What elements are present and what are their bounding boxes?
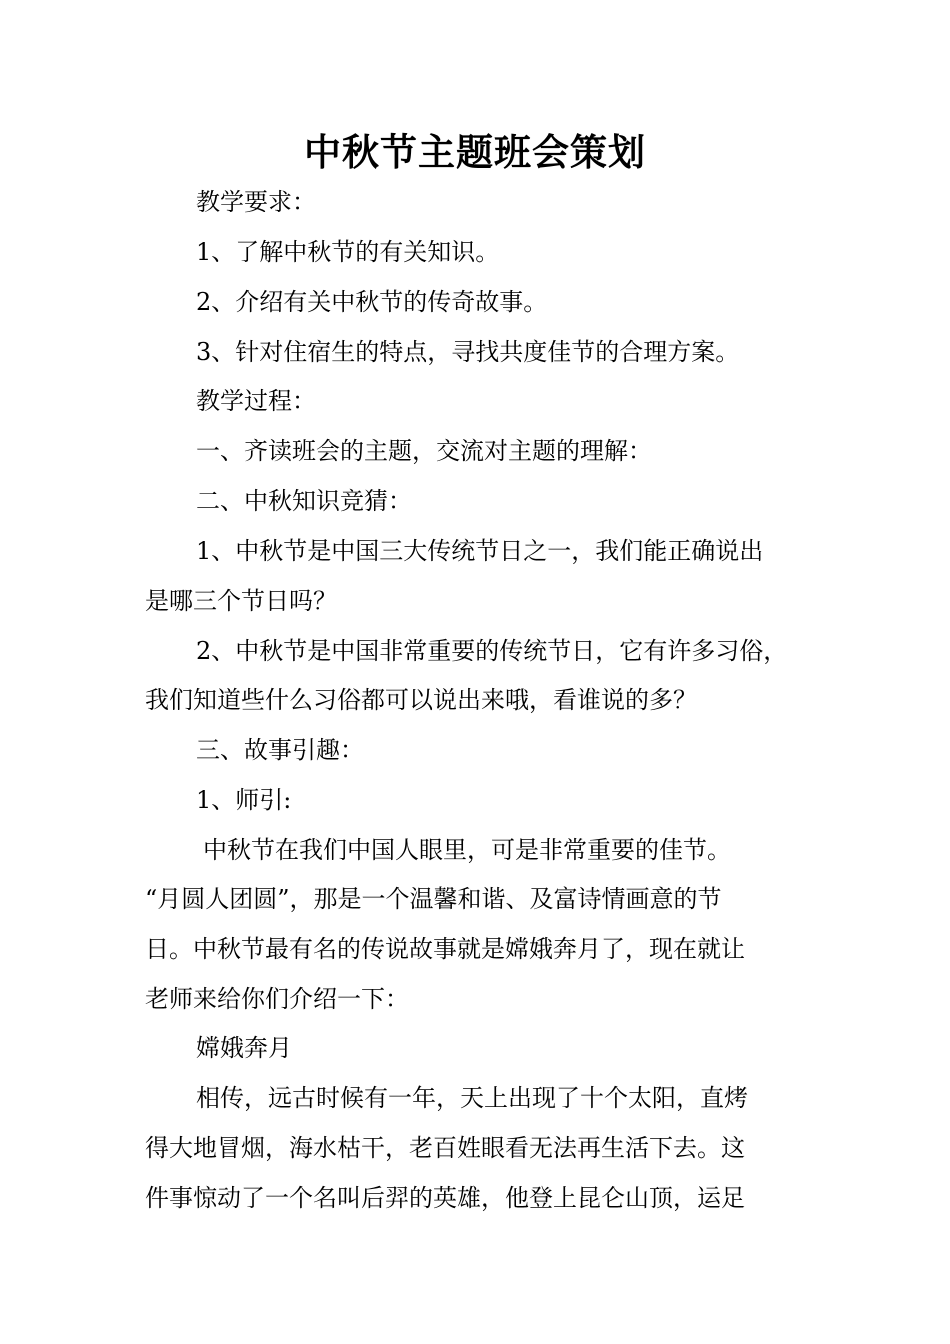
paragraph-line: 三、故事引趣： [196, 736, 364, 764]
paragraph-line: 教学过程： [196, 387, 316, 415]
paragraph-line: 中秋节在我们中国人眼里，可是非常重要的佳节。 [203, 836, 731, 864]
paragraph-line: 3、针对住宿生的特点，寻找共度佳节的合理方案。 [196, 338, 740, 366]
paragraph-line: 老师来给你们介绍一下： [145, 985, 409, 1013]
paragraph-line: 我们知道些什么习俗都可以说出来哦，看谁说的多？ [145, 686, 697, 714]
paragraph-line: 相传，远古时候有一年，天上出现了十个太阳，直烤 [196, 1084, 748, 1112]
paragraph-line: “月圆人团圆”，那是一个温馨和谐、及富诗情画意的节 [145, 885, 722, 913]
paragraph-line: 得大地冒烟，海水枯干，老百姓眼看无法再生活下去。这 [145, 1134, 745, 1162]
paragraph-line: 二、中秋知识竞猜： [196, 487, 412, 515]
paragraph-line: 1、师引: [196, 786, 292, 814]
paragraph-line: 1、了解中秋节的有关知识。 [196, 238, 500, 266]
paragraph-line: 2、中秋节是中国非常重要的传统节日，它有许多习俗， [196, 637, 788, 665]
paragraph-line: 一、齐读班会的主题，交流对主题的理解： [196, 437, 652, 465]
paragraph-line: 是哪三个节日吗？ [145, 587, 337, 615]
paragraph-line: 件事惊动了一个名叫后羿的英雄，他登上昆仑山顶，运足 [145, 1184, 745, 1212]
paragraph-line: 2、介绍有关中秋节的传奇故事。 [196, 288, 548, 316]
paragraph-line: 教学要求： [196, 188, 316, 216]
document-title: 中秋节主题班会策划 [304, 130, 646, 174]
paragraph-line: 嫦娥奔月 [196, 1034, 292, 1062]
paragraph-line: 1、中秋节是中国三大传统节日之一，我们能正确说出 [196, 537, 764, 565]
paragraph-line: 日。中秋节最有名的传说故事就是嫦娥奔月了，现在就让 [145, 935, 745, 963]
